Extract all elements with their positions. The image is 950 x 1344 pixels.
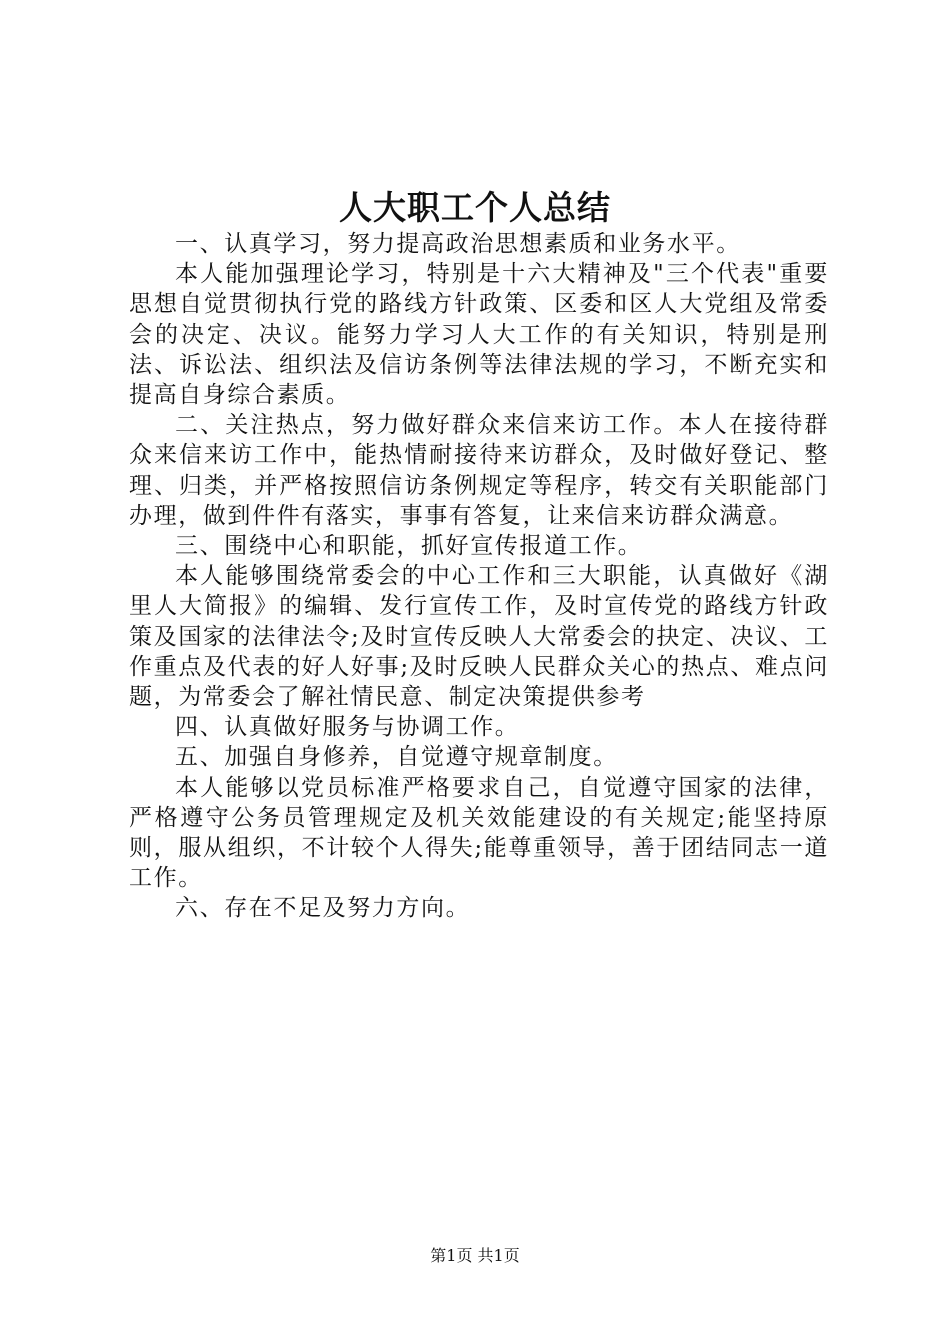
document-title: 人大职工个人总结 xyxy=(339,188,611,227)
paragraph-6: 四、认真做好服务与协调工作。 xyxy=(175,714,520,741)
paragraph-2: 本人能加强理论学习，特别是十六大精神及"三个代表"重要思想自觉贯彻执行党的路线方针政策、区委和区人大党组及常委会的决定、决议。能努力学习人大工作的有关知识，特别是刑法、诉讼法、组织法及信访条例等法律法规的学习，不断充实和提高自身综合素质。 xyxy=(129,261,829,409)
paragraph-9: 六、存在不足及努力方向。 xyxy=(175,895,471,922)
paragraph-1: 一、认真学习，努力提高政治思想素质和业务水平。 xyxy=(175,231,741,257)
paragraph-7: 五、加强自身修养，自觉遵守规章制度。 xyxy=(175,744,618,771)
paragraph-8: 本人能够以党员标准严格要求自己，自觉遵守国家的法律，严格遵守公务员管理规定及机关效能建设的有关规定;能坚持原则，服从组织，不计较个人得失;能尊重领导，善于团结同志一道工作。 xyxy=(129,774,829,892)
page-number-footer: 第1页 共1页 xyxy=(430,1246,520,1265)
paragraph-4: 三、围绕中心和职能，抓好宣传报道工作。 xyxy=(175,533,643,560)
paragraph-3: 二、关注热点，努力做好群众来信来访工作。本人在接待群众来信来访工作中，能热情耐接待来访群众，及时做好登记、整理、归类，并严格按照信访条例规定等程序，转交有关职能部门办理，做到件件有落实，事事有答复，让来信来访群众满意。 xyxy=(129,412,829,529)
paragraph-5: 本人能够围绕常委会的中心工作和三大职能，认真做好《湖里人大简报》的编辑、发行宣传工作，及时宣传党的路线方针政策及国家的法律法令;及时宣传反映人大常委会的抉定、决议、工作重点及代表的好人好事;及时反映人民群众关心的热点、难点问题，为常委会了解社情民意、制定决策提供参考 xyxy=(129,563,829,711)
document-body xyxy=(129,229,829,924)
